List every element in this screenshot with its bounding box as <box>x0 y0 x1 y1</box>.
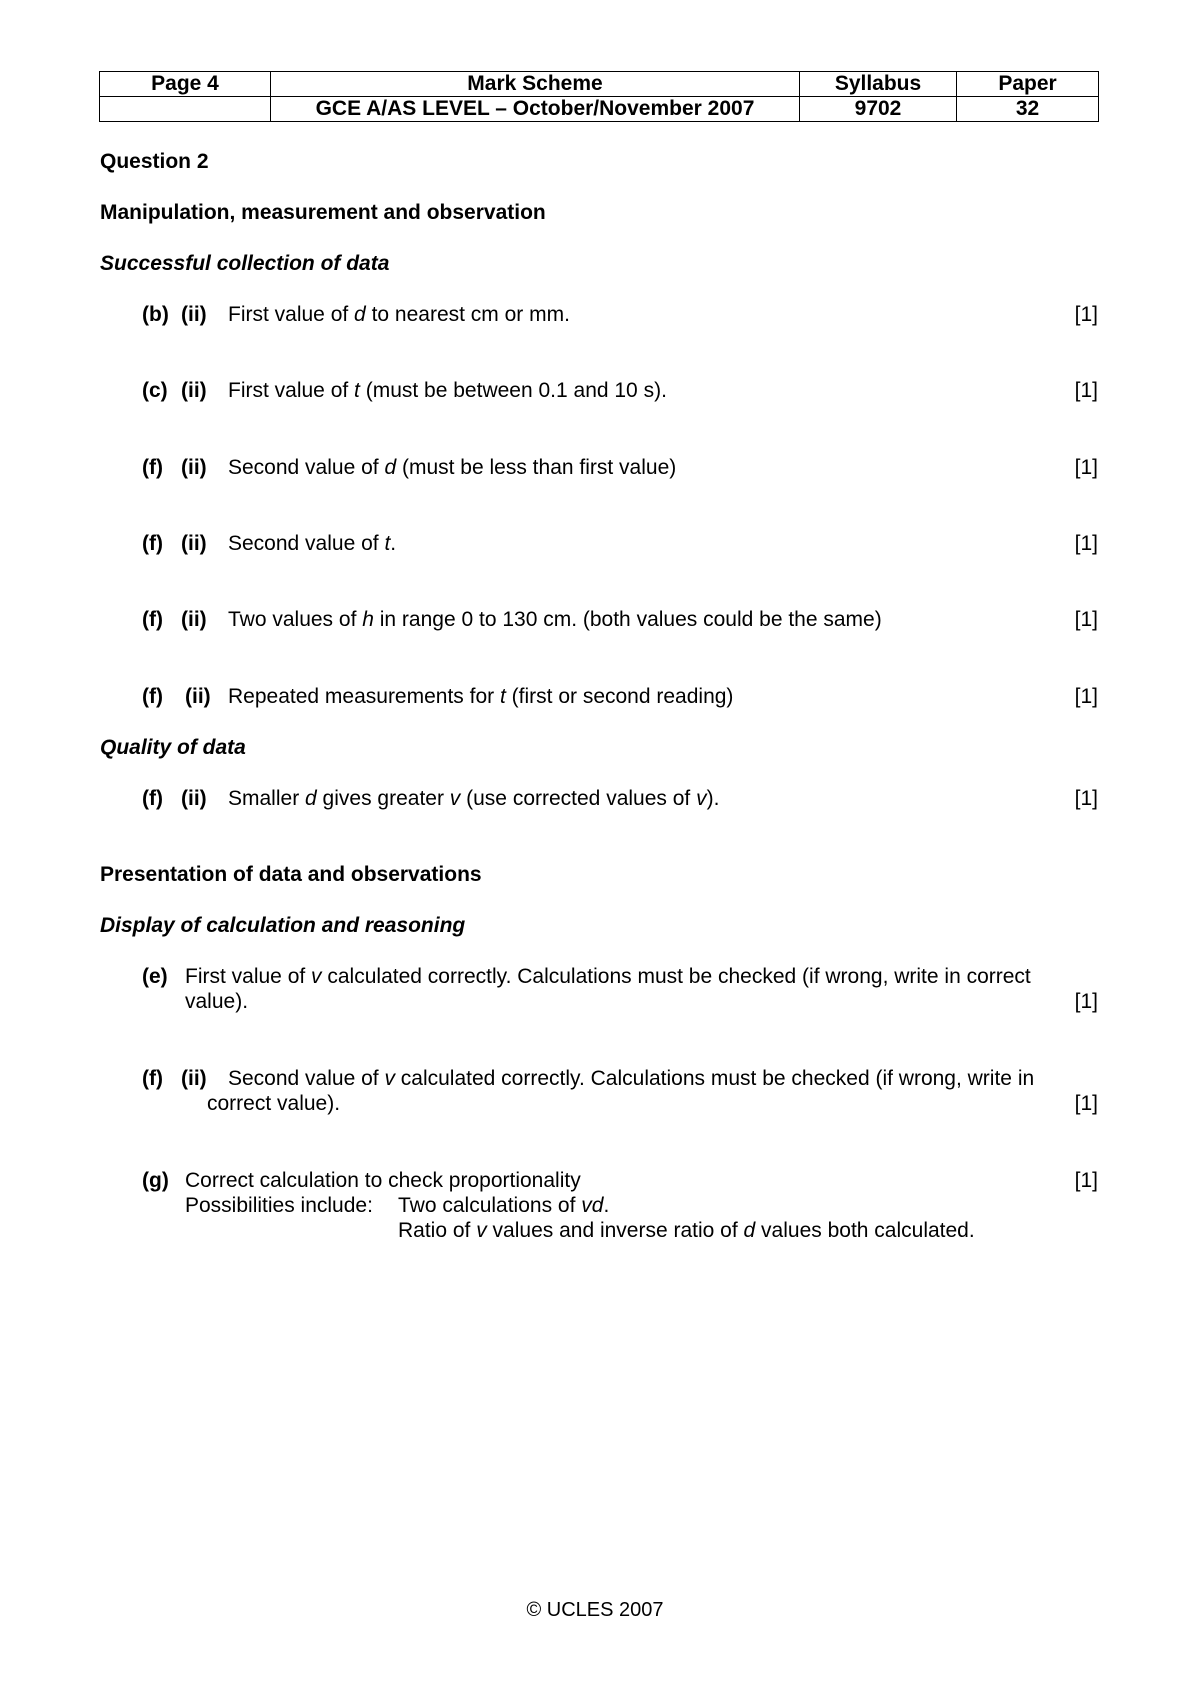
section-heading-presentation: Presentation of data and observations <box>100 863 482 886</box>
item-mark: [1] <box>1074 787 1098 810</box>
header-blank-cell <box>100 97 271 122</box>
question-title: Question 2 <box>100 150 209 173</box>
item-part-label: (f) <box>142 685 163 708</box>
item-subpart-label: (ii) <box>181 532 207 555</box>
header-row-2 <box>100 97 1099 122</box>
item-part-label: (f) <box>142 608 163 631</box>
item-part-label: (f) <box>142 456 163 479</box>
item-text-line1: First value of v calculated correctly. Calculations must be checked (if wrong, write in correct <box>185 965 1031 988</box>
item-mark: [1] <box>1074 1092 1098 1115</box>
item-part-label: (f) <box>142 532 163 555</box>
item-subpart-label: (ii) <box>181 787 207 810</box>
item-mark: [1] <box>1074 608 1098 631</box>
item-text-line1: Correct calculation to check proportionality <box>185 1169 581 1192</box>
header-doc-type: Mark Scheme <box>271 72 800 97</box>
header-table <box>99 71 1099 122</box>
item-text-line1: Second value of v calculated correctly. Calculations must be checked (if wrong, write in <box>228 1067 1035 1090</box>
item-mark: [1] <box>1074 1169 1098 1192</box>
item-mark: [1] <box>1074 685 1098 708</box>
item-subpart-label: (ii) <box>181 1067 207 1090</box>
item-text-line2: value). <box>185 990 249 1013</box>
item-mark: [1] <box>1074 379 1098 402</box>
item-part-label: (e) <box>142 965 168 988</box>
subheading-display: Display of calculation and reasoning <box>100 914 466 937</box>
header-syllabus-code: 9702 <box>800 97 957 122</box>
possibilities-label: Possibilities include: <box>185 1194 373 1217</box>
possibility-2: Ratio of v values and inverse ratio of d values both calculated. <box>398 1219 975 1242</box>
header-syllabus-label: Syllabus <box>800 72 957 97</box>
item-part-label: (f) <box>142 1067 163 1090</box>
header-exam-session: GCE A/AS LEVEL – October/November 2007 <box>271 97 800 122</box>
item-subpart-label: (ii) <box>181 303 207 326</box>
item-text: Second value of t. <box>228 532 397 555</box>
header-paper-number: 32 <box>957 97 1099 122</box>
item-subpart-label: (ii) <box>185 685 211 708</box>
subheading-quality: Quality of data <box>100 736 246 759</box>
item-subpart-label: (ii) <box>181 379 207 402</box>
header-page: Page 4 <box>100 72 271 97</box>
item-text: First value of d to nearest cm or mm. <box>228 303 570 326</box>
header-row-1 <box>100 72 1099 97</box>
item-subpart-label: (ii) <box>181 608 207 631</box>
item-text-line2: correct value). <box>207 1092 341 1115</box>
item-mark: [1] <box>1074 303 1098 326</box>
item-part-label: (g) <box>142 1169 169 1192</box>
item-text: Smaller d gives greater v (use corrected values of v). <box>228 787 720 810</box>
item-text: Two values of h in range 0 to 130 cm. (both values could be the same) <box>228 608 882 631</box>
item-subpart-label: (ii) <box>181 456 207 479</box>
item-text: Second value of d (must be less than first value) <box>228 456 677 479</box>
subheading-collection: Successful collection of data <box>100 252 390 275</box>
possibility-1: Two calculations of vd. <box>398 1194 610 1217</box>
footer-copyright: © UCLES 2007 <box>526 1599 664 1621</box>
item-part-label: (b) <box>142 303 169 326</box>
item-text: Repeated measurements for t (first or second reading) <box>228 685 734 708</box>
item-mark: [1] <box>1074 532 1098 555</box>
item-part-label: (c) <box>142 379 168 402</box>
item-text: First value of t (must be between 0.1 and 10 s). <box>228 379 667 402</box>
item-mark: [1] <box>1074 990 1098 1013</box>
item-mark: [1] <box>1074 456 1098 479</box>
section-heading-mmo: Manipulation, measurement and observation <box>100 201 546 224</box>
header-paper-label: Paper <box>957 72 1099 97</box>
item-part-label: (f) <box>142 787 163 810</box>
